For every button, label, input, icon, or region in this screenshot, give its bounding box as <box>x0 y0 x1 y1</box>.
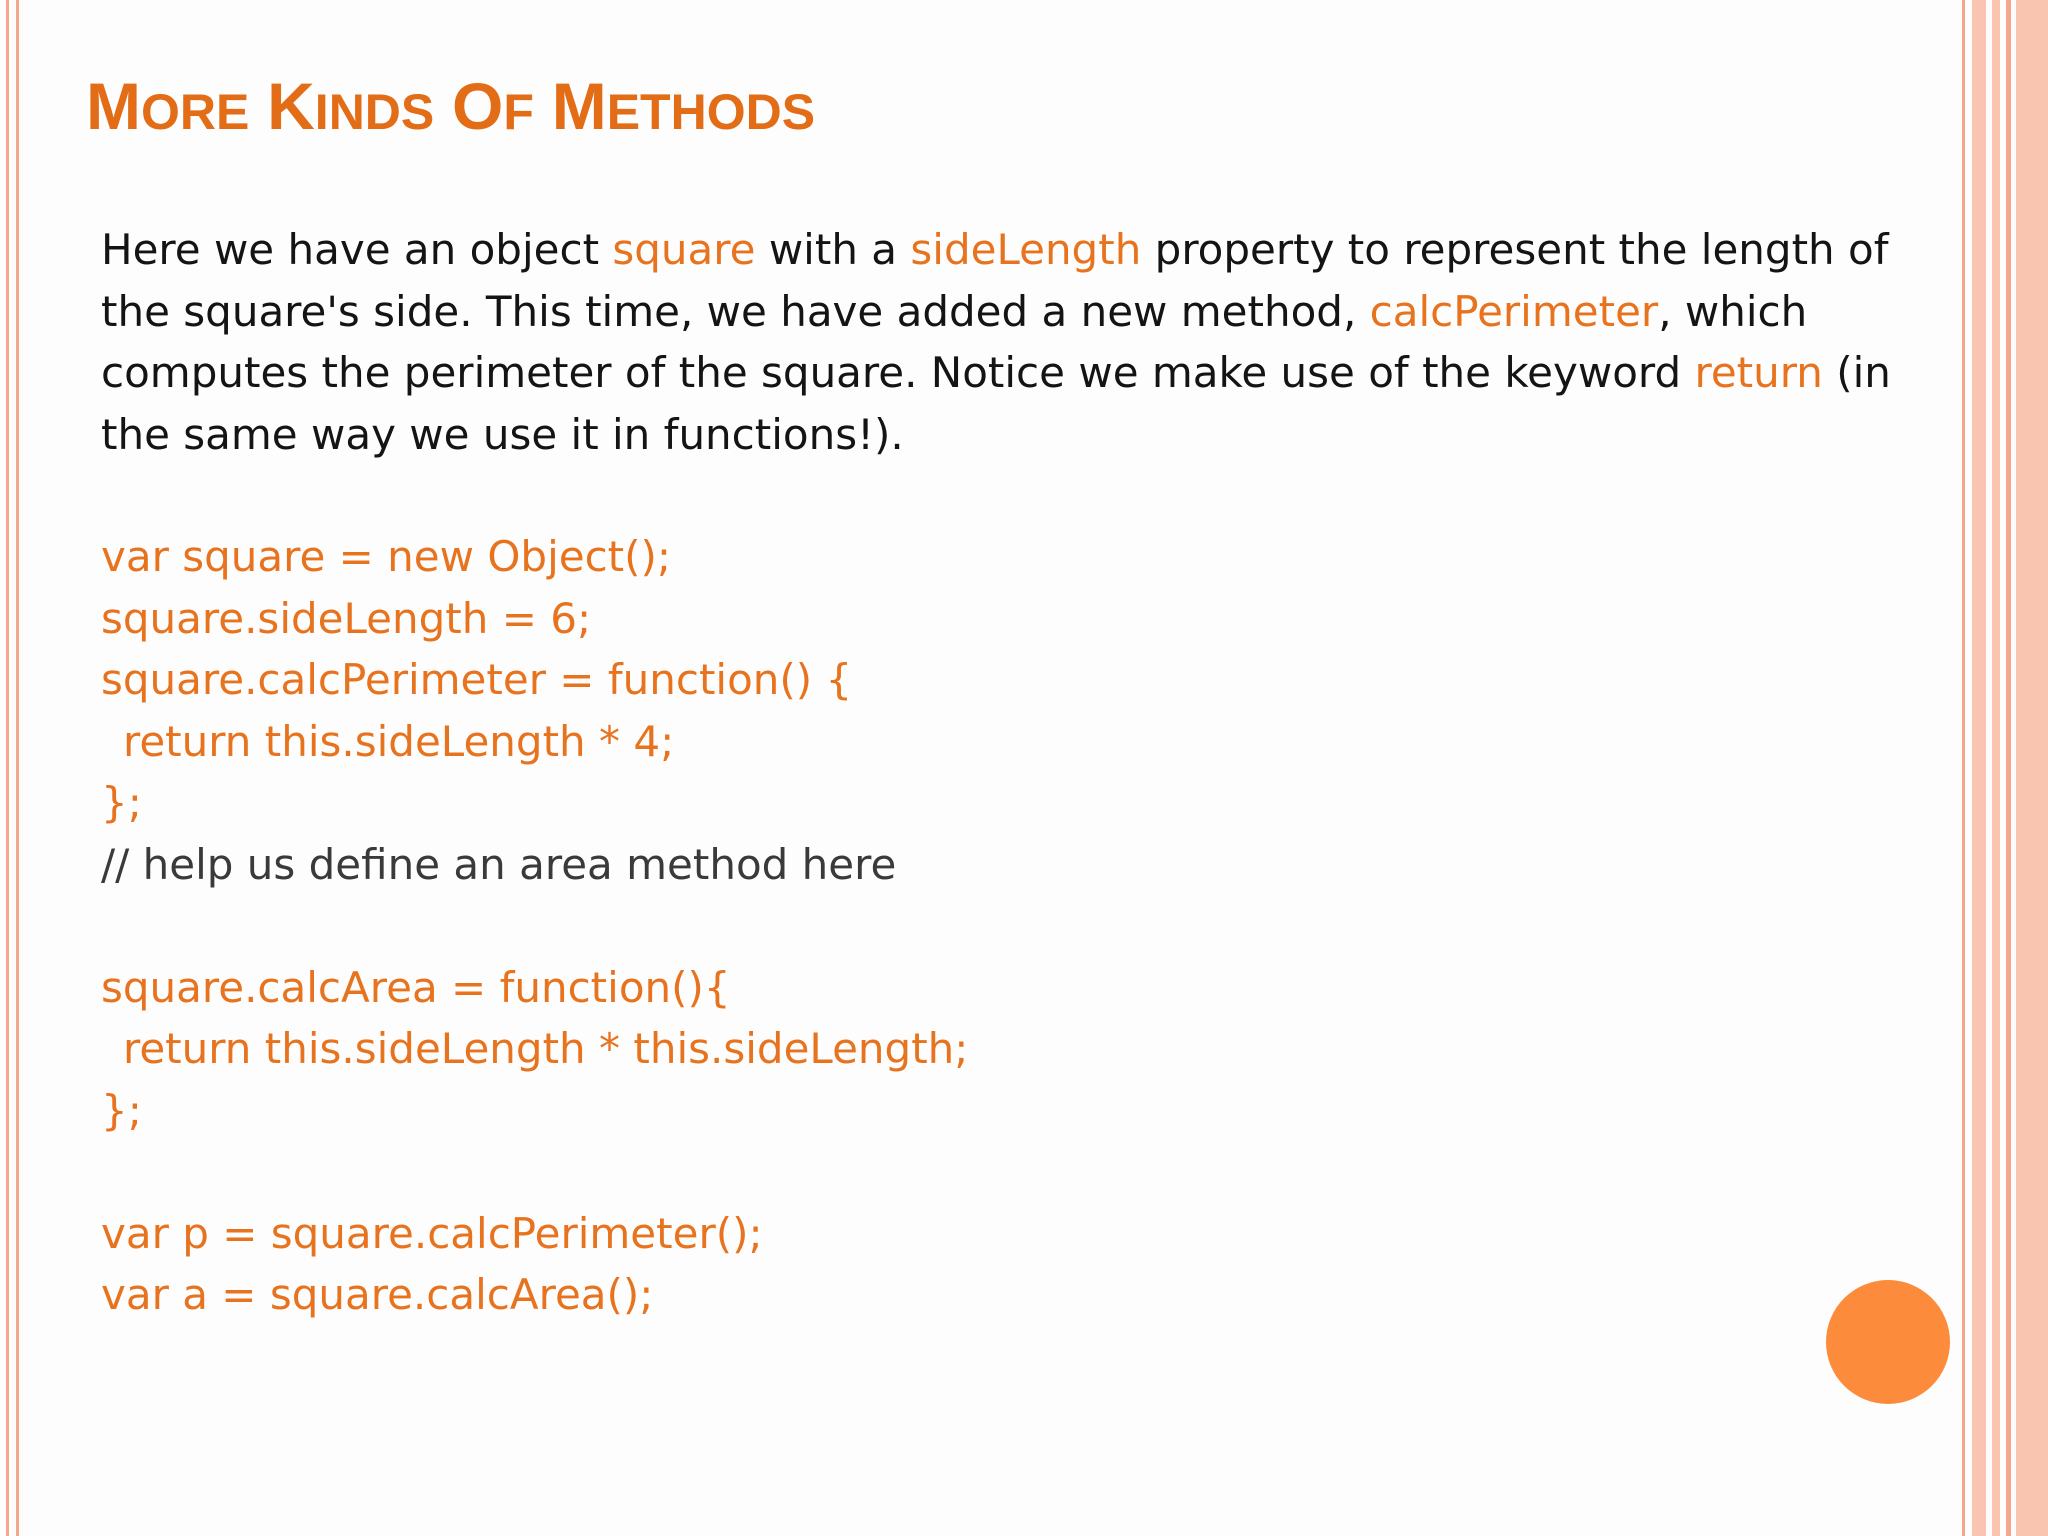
code-line: }; <box>101 1085 142 1135</box>
intro-paragraph: Here we have an object square with a sideLength property to represent the length of the square's side. This time, we have added a new method, calcPerimeter, which computes the perimeter of the square. Notice we make use of the keyword return (in the same way we use it in functions!). <box>101 225 1891 459</box>
right-border-line <box>2006 0 2011 1536</box>
title-word: METHODS <box>551 69 816 143</box>
code-line: var p = square.calcPerimeter(); <box>101 1208 763 1258</box>
code-line: return this.sideLength * 4; <box>123 716 675 766</box>
title-word: OF <box>452 69 534 143</box>
code-line: return this.sideLength * this.sideLength; <box>123 1024 969 1073</box>
title-word: KINDS <box>267 69 435 143</box>
right-border-band <box>1972 0 1986 1536</box>
decorative-orange-circle <box>1826 1280 1950 1404</box>
code-line: }; <box>101 778 142 827</box>
title-word: MORE <box>86 69 250 143</box>
keyword-calcperimeter: calcPerimeter <box>1369 286 1659 336</box>
code-line: square.sideLength = 6; <box>101 593 592 643</box>
code-line: var a = square.calcArea(); <box>101 1270 654 1319</box>
right-border-line <box>1962 0 1965 1536</box>
code-line: var square = new Object(); <box>101 532 672 581</box>
keyword-sidelength: sideLength <box>910 225 1142 274</box>
right-border-band <box>1992 0 2000 1536</box>
keyword-square: square <box>612 225 756 274</box>
right-border-band <box>2016 0 2048 1536</box>
code-block <box>101 526 1901 1326</box>
code-spacer <box>101 895 1901 957</box>
code-line: square.calcArea = function(){ <box>101 962 731 1012</box>
left-border-line <box>6 0 9 1536</box>
code-line: square.calcPerimeter = function() { <box>101 655 853 704</box>
keyword-return: return <box>1694 348 1823 397</box>
slide-body <box>101 219 1901 1326</box>
slide-title <box>86 64 815 154</box>
code-spacer <box>101 1141 1901 1203</box>
code-comment: // help us define an area method here <box>101 839 897 889</box>
left-border-line <box>16 0 19 1536</box>
